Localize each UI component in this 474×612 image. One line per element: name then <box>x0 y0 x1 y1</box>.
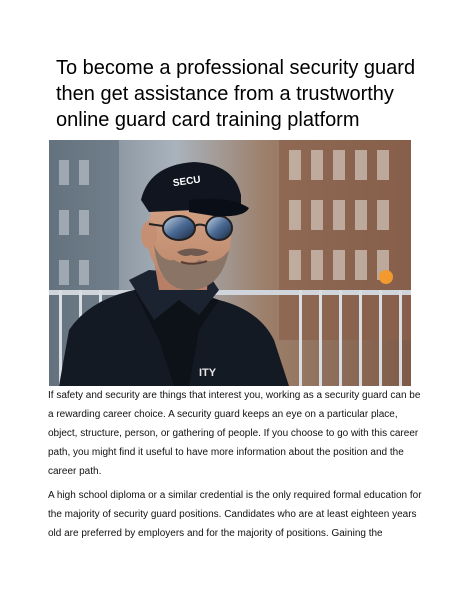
cap-security-label: SECU <box>172 174 202 190</box>
body-paragraph: If safety and security are things that interest you, working as a security guard can be a rewarding career choice. A security guard keeps an eye on a particular place, object, structure, person, or gathering of people. If you choose to go with this career path, you might find it useful to have more information about the position and the career path. <box>48 390 421 477</box>
body-paragraph: A high school diploma or a similar credential is the only required formal education for the majority of security guard positions. Candidates who are at least eighteen years old are preferred by employers and for the majority of positions. Gaining the <box>48 490 422 539</box>
security-guard-photo <box>49 140 411 386</box>
jacket-security-label: ITY <box>199 367 217 379</box>
document-title: To become a professional security guard then get assistance from a trustworthy online guard card training platform <box>56 57 416 131</box>
